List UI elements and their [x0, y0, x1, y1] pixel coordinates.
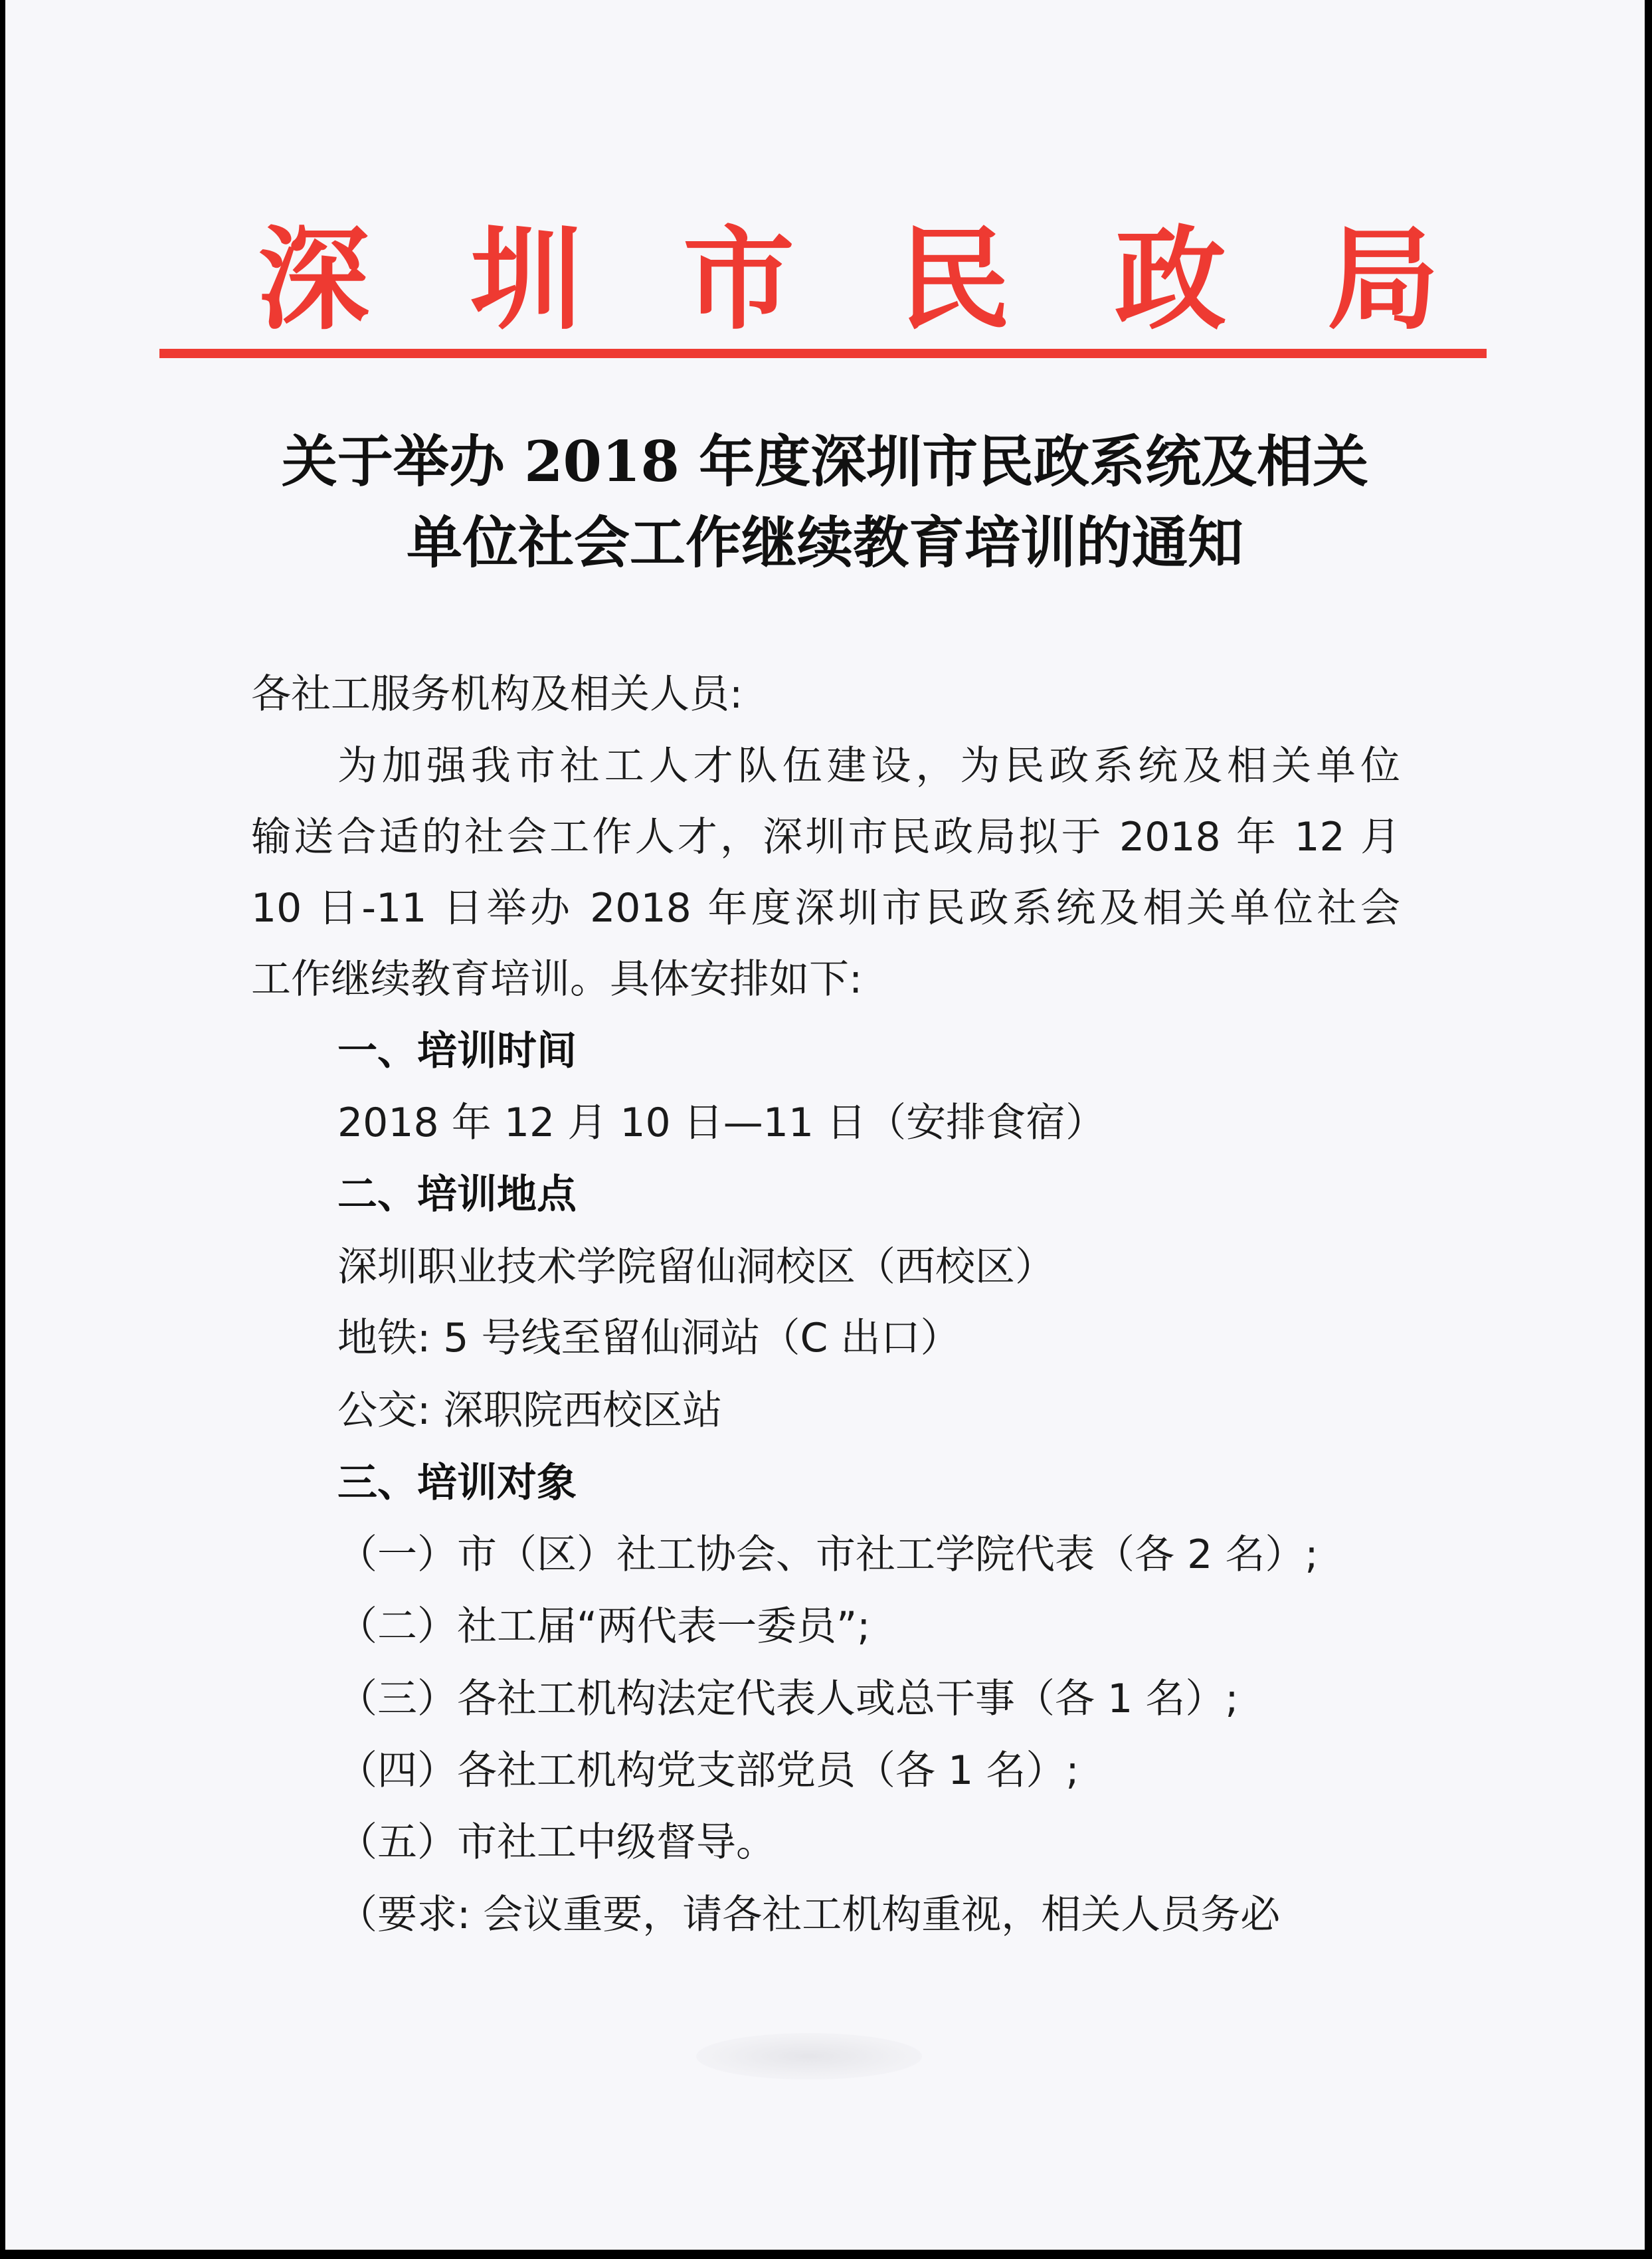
intro-line-3: 10 日-11 日举办 2018 年度深圳市民政系统及相关单位社会	[251, 885, 1400, 932]
audience-item-1: （一）市（区）社工协会、市社工学院代表（各 2 名）;	[337, 1531, 1319, 1578]
audience-item-4: （四）各社工机构党支部党员（各 1 名）;	[337, 1747, 1079, 1794]
letterhead-char-3: 市	[683, 213, 794, 345]
section-heading-location: 二、培训地点	[337, 1171, 577, 1218]
audience-item-3: （三）各社工机构法定代表人或总干事（各 1 名）;	[337, 1676, 1239, 1722]
section-heading-audience: 三、培训对象	[337, 1460, 577, 1506]
training-time-text: 2018 年 12 月 10 日—11 日（安排食宿）	[337, 1100, 1106, 1146]
audience-item-5: （五）市社工中级督导。	[337, 1819, 776, 1866]
letterhead-red-rule	[159, 349, 1487, 358]
intro-line-4: 工作继续教育培训。具体安排如下:	[251, 956, 863, 1003]
training-location-place: 深圳职业技术学院留仙洞校区（西校区）	[337, 1244, 1055, 1290]
letterhead-char-2: 圳	[470, 213, 582, 345]
training-location-metro: 地铁: 5 号线至留仙洞站（C 出口）	[337, 1315, 961, 1361]
letterhead-char-5: 政	[1115, 213, 1226, 345]
intro-line-2: 输送合适的社会工作人才，深圳市民政局拟于 2018 年 12 月	[251, 814, 1400, 860]
section-heading-time: 一、培训时间	[337, 1028, 577, 1074]
letterhead-char-6: 局	[1327, 213, 1439, 345]
letterhead	[5, 213, 1645, 345]
audience-requirement: （要求: 会议重要，请各社工机构重视，相关人员务必	[337, 1892, 1281, 1938]
letterhead-char-4: 民	[899, 213, 1010, 345]
notice-title-line-1: 关于举办 2018 年度深圳市民政系统及相关	[281, 429, 1369, 494]
scan-smudge	[696, 2033, 922, 2080]
notice-title-line-2: 单位社会工作继续教育培训的通知	[406, 510, 1243, 575]
document-page	[5, 0, 1645, 2250]
training-location-bus: 公交: 深职院西校区站	[337, 1387, 723, 1434]
salutation: 各社工服务机构及相关人员:	[251, 671, 743, 718]
intro-line-1: 为加强我市社工人才队伍建设，为民政系统及相关单位	[337, 743, 1400, 789]
audience-item-2: （二）社工届“两代表一委员”;	[337, 1603, 871, 1650]
letterhead-char-1: 深	[258, 213, 369, 345]
